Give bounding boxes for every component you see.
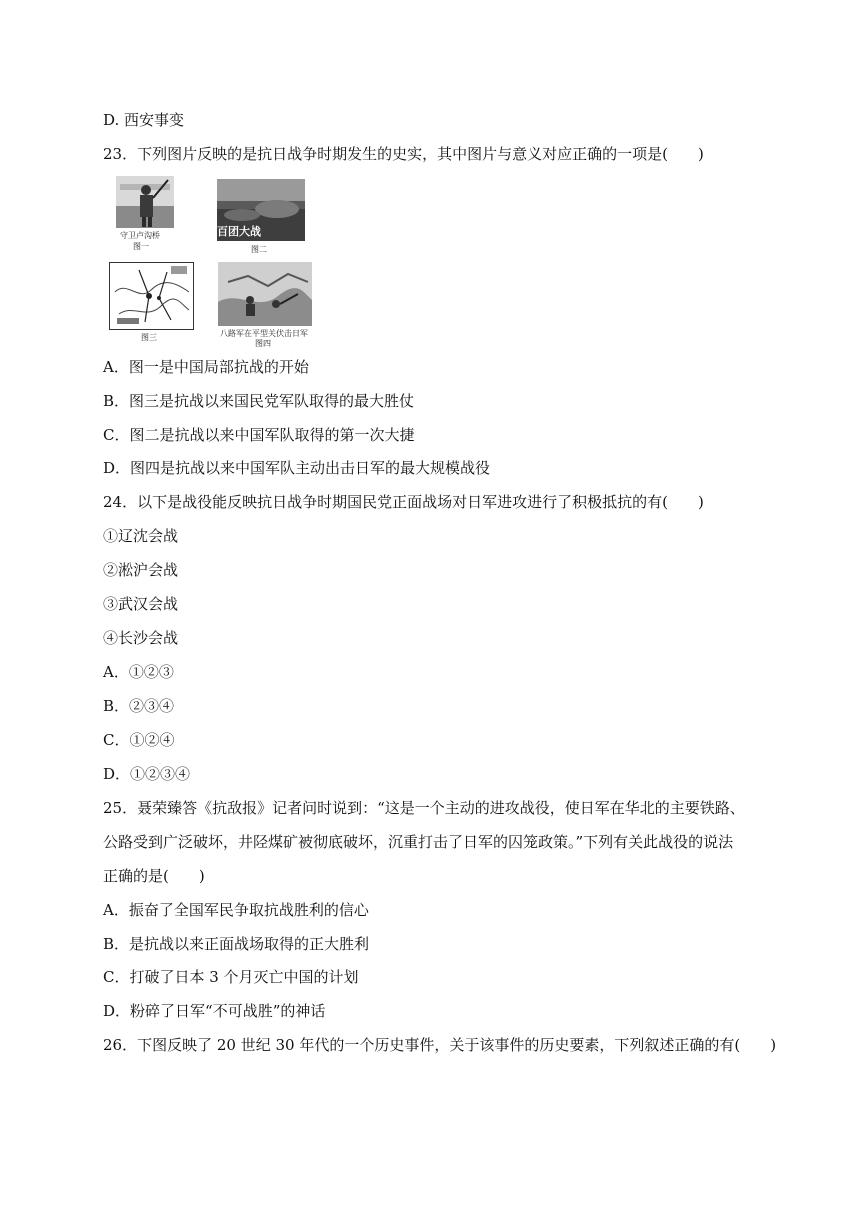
q23-option-b: B．图三是抗战以来国民党军队取得的最大胜仗 — [103, 392, 415, 410]
q24-item-2: ②淞沪会战 — [103, 561, 179, 579]
q25-stem-line-3: 正确的是( ) — [103, 867, 205, 885]
figure-4-photo — [218, 262, 312, 326]
q24-option-c: C．①②④ — [103, 731, 175, 749]
q23-option-c: C．图二是抗战以来中国军队取得的第一次大捷 — [103, 426, 415, 444]
q25-option-d: D．粉碎了日军“不可战胜”的神话 — [103, 1002, 326, 1020]
q24-item-1: ①辽沈会战 — [103, 527, 179, 545]
figure-1-label: 图一 — [133, 242, 149, 251]
q22-option-d: D. 西安事变 — [103, 111, 185, 129]
figure-3-label: 图三 — [141, 333, 157, 342]
q26-stem: 26．下图反映了 20 世纪 30 年代的一个历史事件，关于该事件的历史要素，下列叙述正确的有( ) — [103, 1036, 777, 1054]
q23-option-d: D．图四是抗战以来中国军队主动出击日军的最大规模战役 — [103, 459, 491, 477]
q23-option-a: A．图一是中国局部抗战的开始 — [103, 358, 309, 376]
q25-stem-line-1: 25．聂荣臻答《抗敌报》记者问时说到：“这是一个主动的进攻战役，使日军在华北的主要铁路、 — [103, 799, 745, 817]
q23-figures — [103, 176, 323, 346]
q24-item-3: ③武汉会战 — [103, 595, 179, 613]
figure-4-label: 图四 — [255, 339, 271, 348]
q24-option-b: B．②③④ — [103, 697, 175, 715]
figure-2-label: 图二 — [251, 245, 267, 254]
figure-1-caption: 守卫卢沟桥 — [120, 231, 160, 240]
q24-stem: 24．以下是战役能反映抗日战争时期国民党正面战场对日军进攻进行了积极抵抗的有( ) — [103, 493, 704, 511]
figure-3-map — [109, 262, 194, 330]
q24-option-d: D．①②③④ — [103, 765, 191, 783]
q25-option-a: A．振奋了全国军民争取抗战胜利的信心 — [103, 901, 369, 919]
q24-item-4: ④长沙会战 — [103, 629, 179, 647]
figure-1-photo — [116, 176, 174, 228]
q23-stem: 23．下列图片反映的是抗日战争时期发生的史实，其中图片与意义对应正确的一项是( ) — [103, 145, 704, 163]
figure-2-overlay-text: 百团大战 — [217, 225, 261, 238]
q25-option-b: B．是抗战以来正面战场取得的正大胜利 — [103, 935, 370, 953]
figure-4-caption: 八路军在平型关伏击日军 — [220, 329, 308, 338]
q25-option-c: C．打破了日本 3 个月灭亡中国的计划 — [103, 968, 359, 986]
q24-option-a: A．①②③ — [103, 663, 174, 681]
q25-stem-line-2: 公路受到广泛破坏，井陉煤矿被彻底破坏，沉重打击了日军的囚笼政策。”下列有关此战役的说法 — [103, 833, 734, 851]
